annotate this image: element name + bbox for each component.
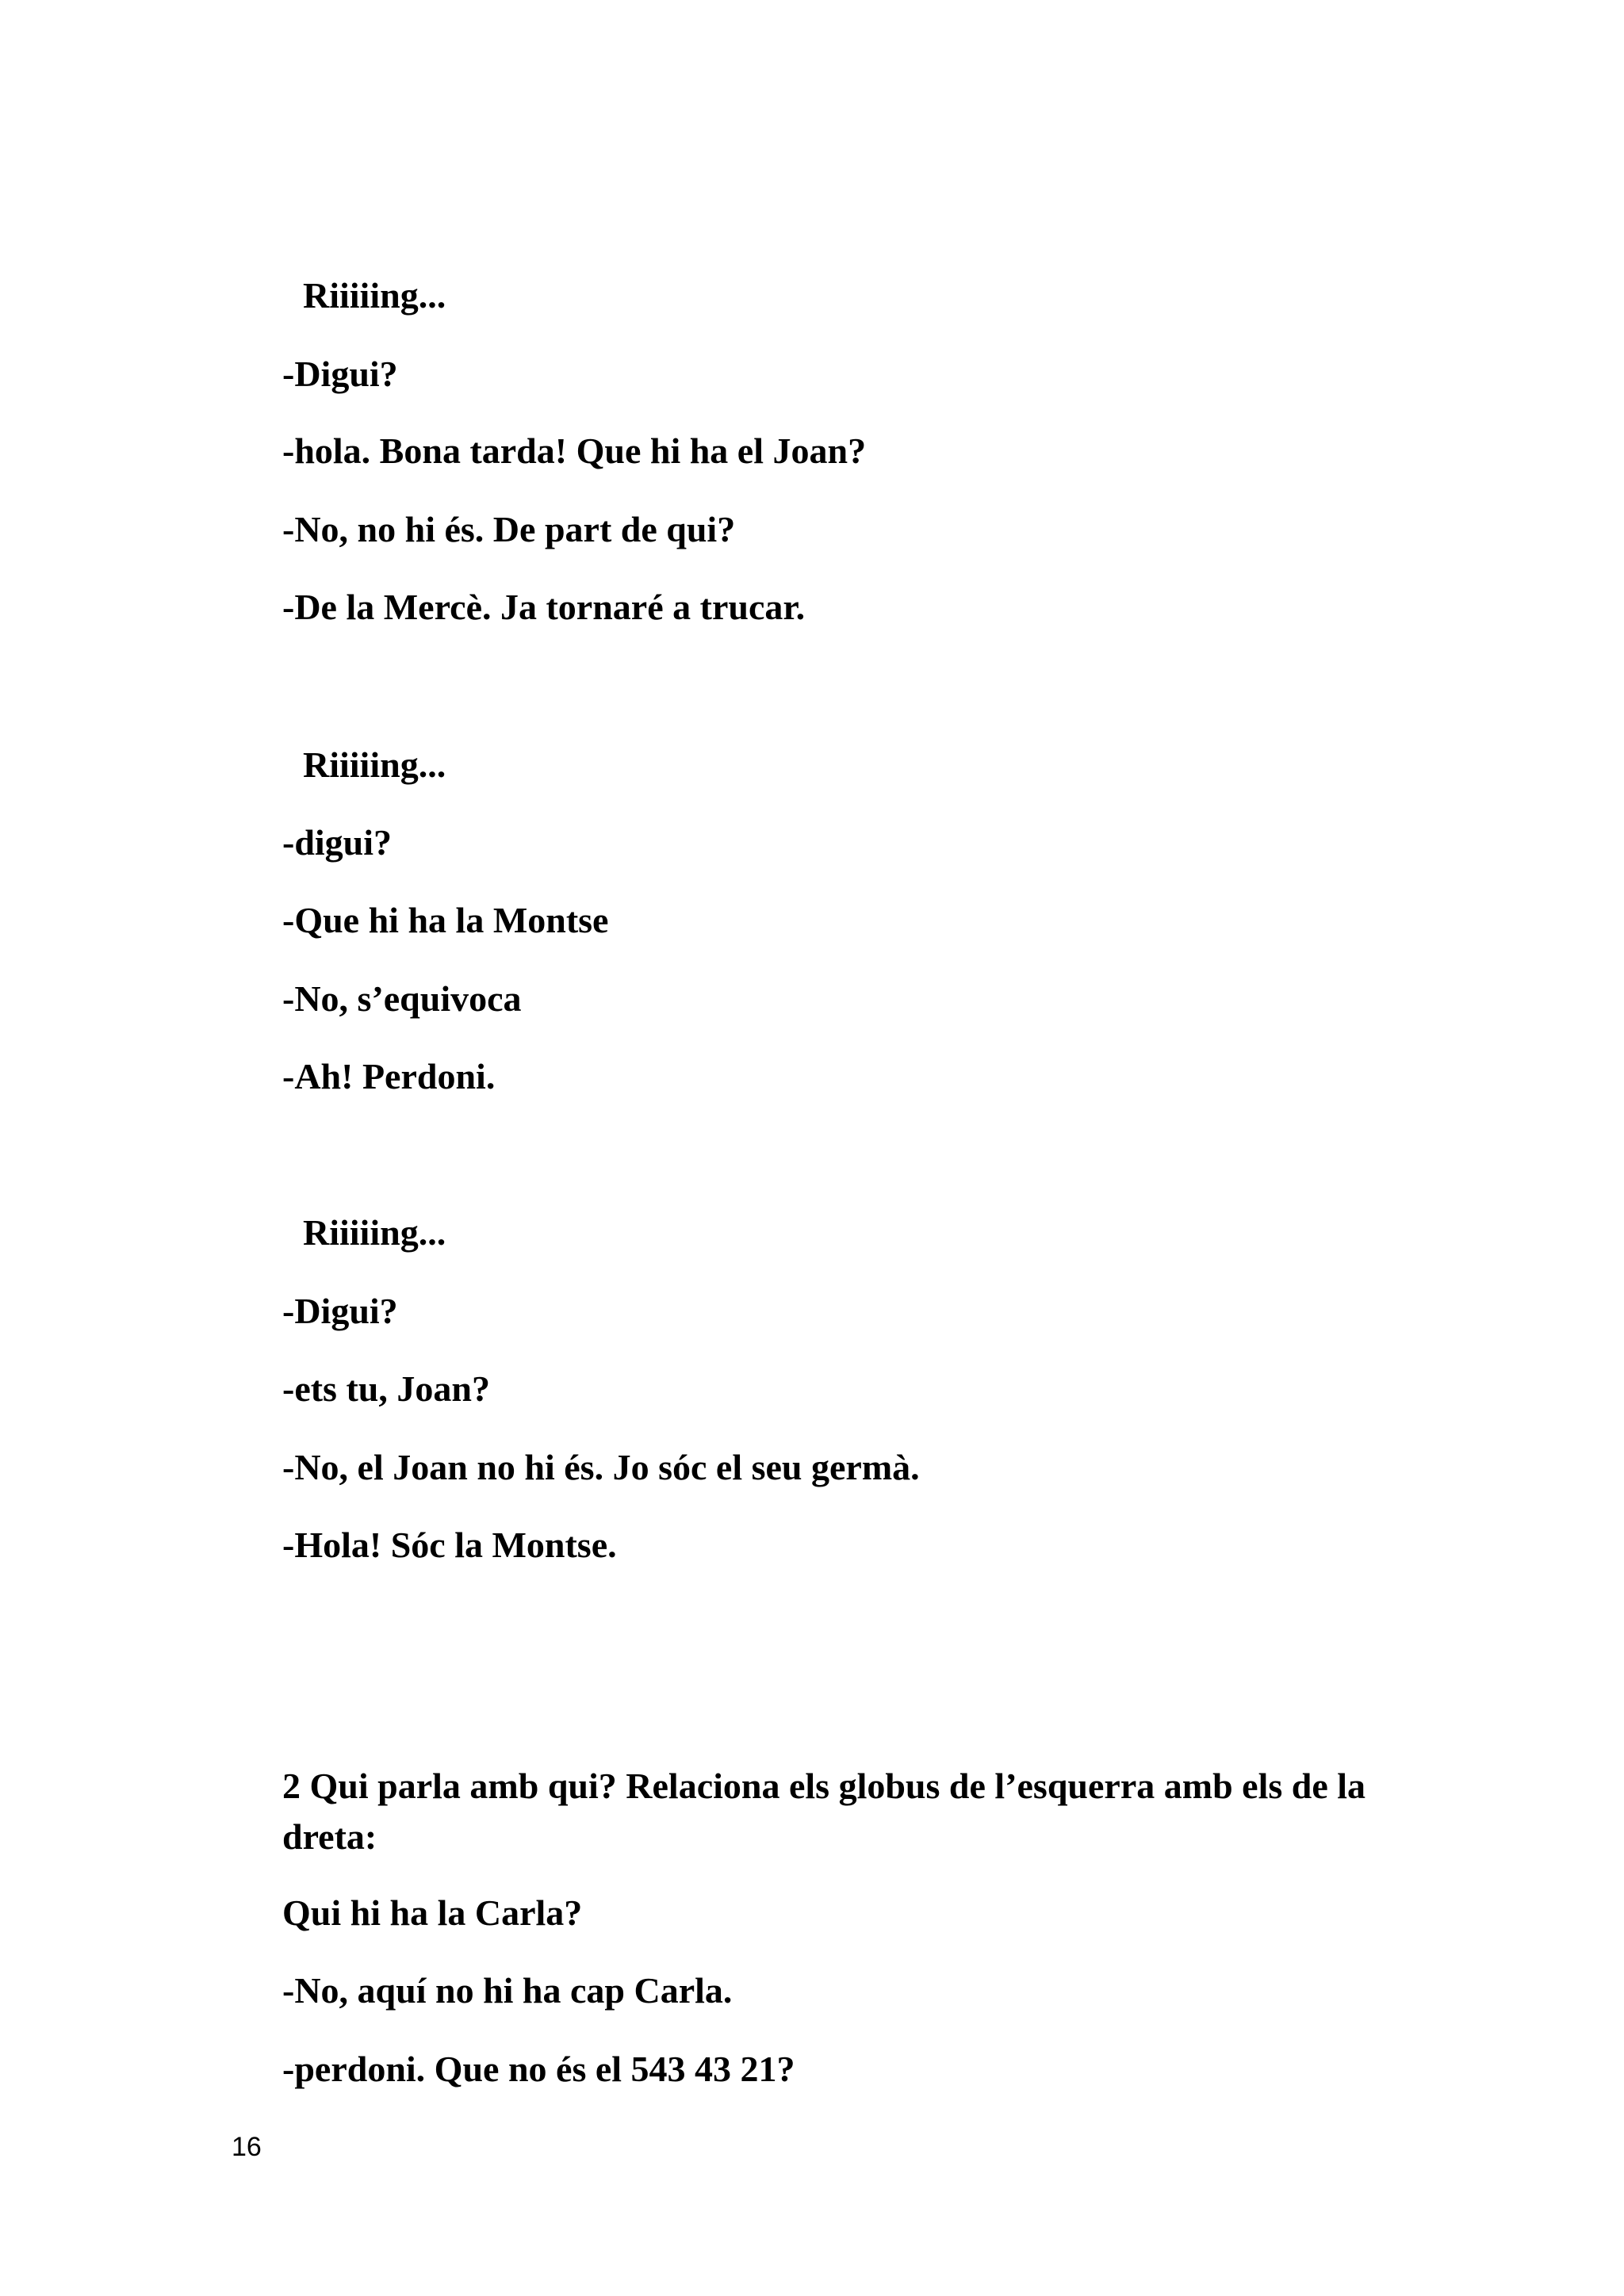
- dialogue-2-line-3: -No, s’equivoca: [282, 978, 522, 1019]
- exercise-2-instruction: 2 Qui parla amb qui? Relaciona els globus de l’esquerra amb els de la dreta:: [282, 1766, 1366, 1857]
- dialogue-3-line-1: -Digui?: [282, 1291, 398, 1331]
- dialogue-1-line-3: -No, no hi és. De part de qui?: [282, 509, 736, 549]
- dialogue-1-line-4: -De la Mercè. Ja tornaré a trucar.: [282, 587, 806, 627]
- dialogue-2-line-4: -Ah! Perdoni.: [282, 1056, 496, 1096]
- dialogue-2-line-1: -digui?: [282, 822, 393, 863]
- exercise-2-line-1: Qui hi ha la Carla?: [282, 1892, 583, 1933]
- dialogue-3-line-2: -ets tu, Joan?: [282, 1368, 490, 1409]
- page-number: 16: [232, 2132, 262, 2162]
- dialogue-3-line-4: -Hola! Sóc la Montse.: [282, 1525, 617, 1565]
- exercise-2-line-2: -No, aquí no hi ha cap Carla.: [282, 1970, 733, 2011]
- ring-sound-2: Riiiiing...: [303, 744, 446, 785]
- ring-sound-3: Riiiiing...: [303, 1212, 446, 1253]
- dialogue-3-line-3: -No, el Joan no hi és. Jo sóc el seu germà.: [282, 1447, 920, 1487]
- ring-sound-1: Riiiiing...: [303, 275, 446, 316]
- dialogue-1-line-2: -hola. Bona tarda! Que hi ha el Joan?: [282, 430, 867, 471]
- exercise-2-line-3: -perdoni. Que no és el 543 43 21?: [282, 2049, 795, 2089]
- dialogue-1-line-1: -Digui?: [282, 354, 398, 394]
- dialogue-2-line-2: -Que hi ha la Montse: [282, 900, 609, 940]
